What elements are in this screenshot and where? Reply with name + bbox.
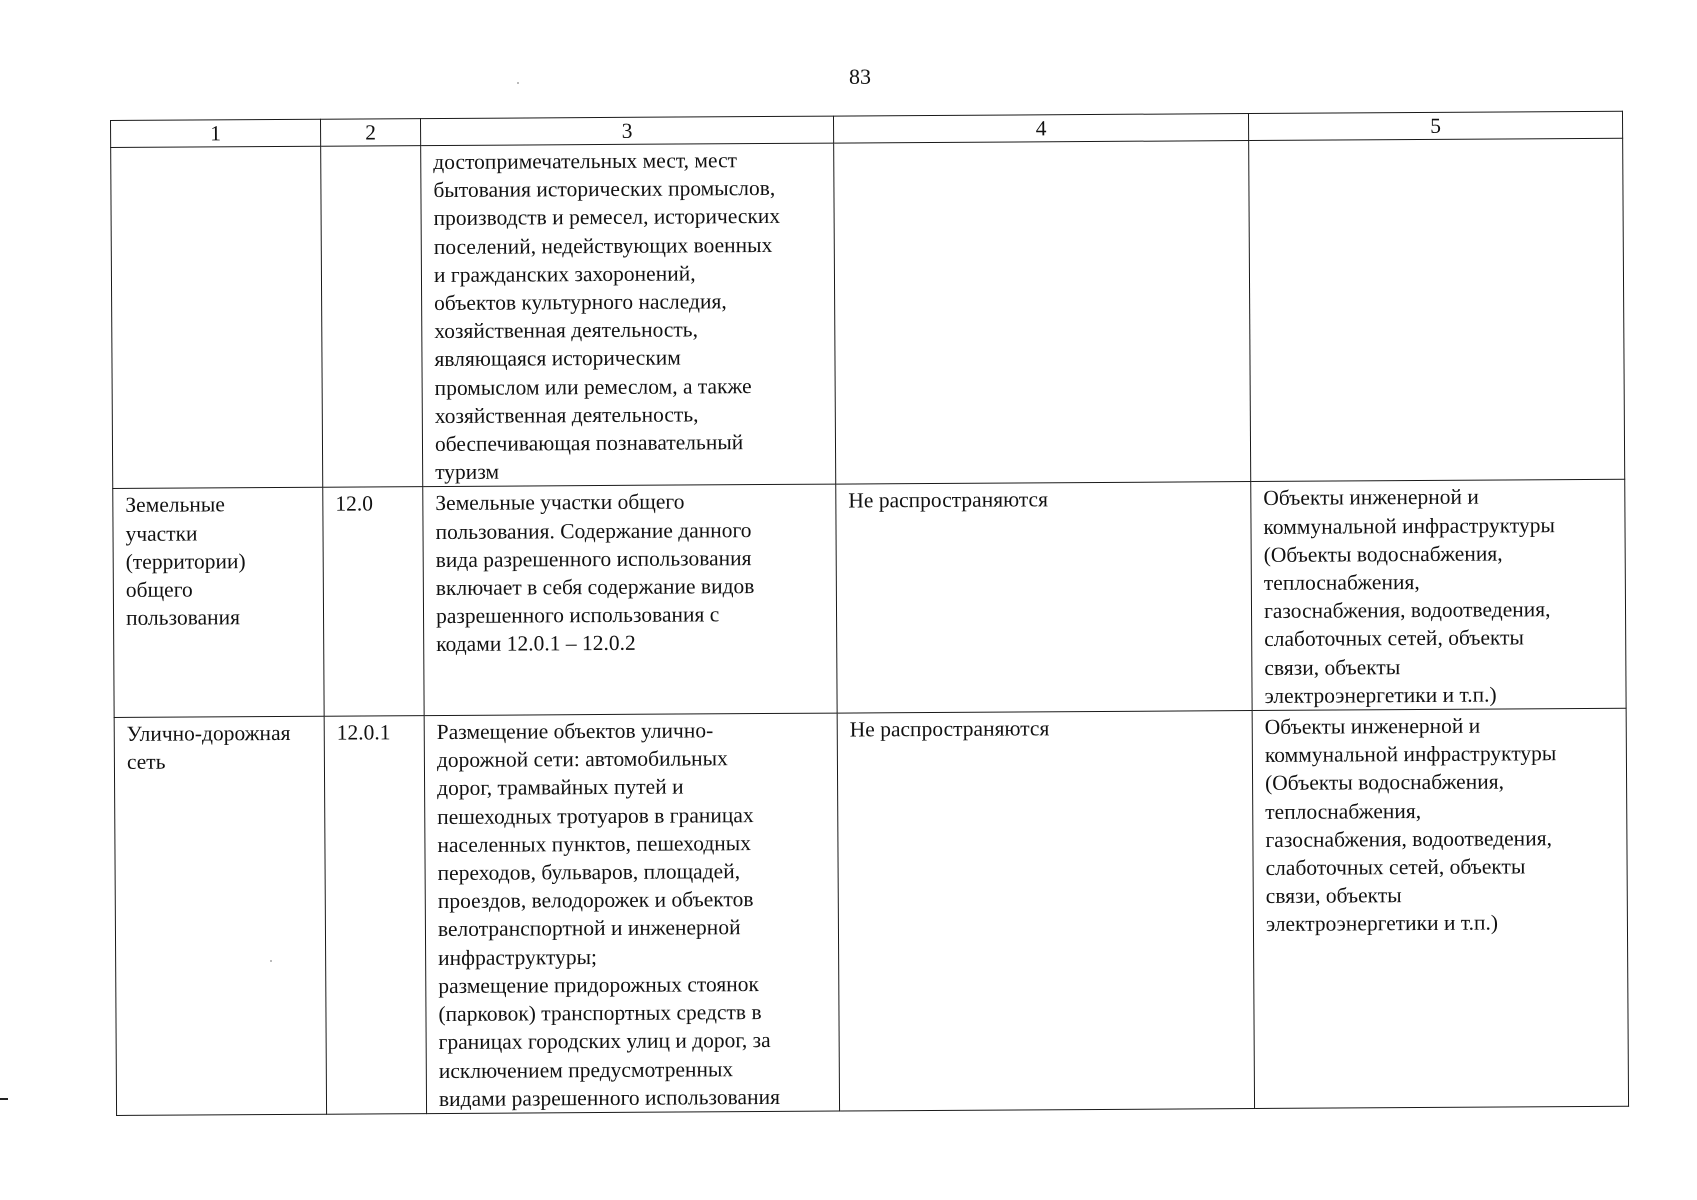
cell-code (321, 146, 423, 488)
margin-mark (0, 1098, 8, 1100)
cell-name (114, 716, 326, 1115)
cell-col4 (837, 711, 1254, 1111)
land-use-table (110, 111, 1629, 1116)
table-row (114, 708, 1628, 1115)
cell-col5 (1249, 138, 1625, 482)
cell-col4-text (846, 143, 1238, 145)
cell-code (323, 487, 424, 716)
header-col-3: 3 (420, 116, 833, 146)
cell-description-text: Земельные участки общего пользования. Содержание данного вида разрешенного использования включает в себя содержание видов разрешенного использования с кодами 12.0.1 – 12.0.2 (435, 489, 755, 657)
page-number: 83 (849, 64, 871, 89)
header-col-1: 1 (111, 119, 321, 147)
cell-description-text: достопримечательных мест, мест бытования исторических промыслов, производств и ремесел, исторических поселений, недействующих военных и гражданских захоронений, объектов культурного наследия, хозяйственная деятельность, являющаяся историческим промыслом или ремеслом, а также хозяйственная деятельность, обеспечивающая познавательный туризм (433, 148, 781, 485)
table-row (113, 480, 1626, 718)
cell-col5 (1252, 708, 1628, 1108)
header-col-4: 4 (833, 114, 1248, 144)
cell-col5-text: Объекты инженерной и коммунальной инфраструктуры (Объекты водоснабжения, теплоснабжения, газоснабжения, водоотведения, слаботочных сетей, объекты связи, объекты электроэнергетики и т.п.) (1263, 485, 1556, 708)
cell-code-text: 12.0.1 (336, 720, 391, 745)
cell-name-text (123, 149, 310, 150)
header-col-2: 2 (320, 119, 420, 147)
cell-col5 (1251, 480, 1626, 711)
cell-col4 (834, 141, 1251, 485)
cell-description-text: Размещение объектов улично- дорожной сети: автомобильных дорог, трамвайных путей и пешеходных тротуаров в границах населенных пунктов, пешеходных переходов, бульваров, площадей, проездов, велодорожек и объектов велотранспортной и инженерной инфраструктуры; размещение придорожных стоянок (парковок) транспортных средств в границах городских улиц и дорог, за исключением предусмотренных видами разрешенного использования (436, 718, 781, 1111)
scan-speck (517, 82, 519, 84)
table-row (111, 138, 1625, 489)
cell-col4 (836, 482, 1252, 713)
cell-description (421, 143, 836, 487)
cell-col4-text: Не распространяются (848, 487, 1049, 513)
cell-name-text: Земельные участки (территории) общего пользования (125, 492, 246, 631)
cell-code-text: 12.0 (335, 491, 374, 517)
cell-name (111, 146, 323, 489)
cell-name (113, 488, 324, 718)
cell-description (424, 713, 839, 1113)
header-col-5: 5 (1248, 111, 1622, 140)
cell-col4-text: Не распространяются (849, 716, 1050, 742)
cell-col5-text (1261, 141, 1612, 143)
cell-description (423, 485, 837, 716)
cell-code (324, 716, 426, 1114)
document-sheet (110, 111, 1628, 1116)
cell-name-text: Улично-дорожная сеть (126, 720, 291, 775)
cell-col5-text: Объекты инженерной и коммунальной инфраструктуры (Объекты водоснабжения, теплоснабжения, газоснабжения, водоотведения, слаботочных сетей, объекты связи, объекты электроэнергетики и т.п.) (1264, 713, 1557, 937)
